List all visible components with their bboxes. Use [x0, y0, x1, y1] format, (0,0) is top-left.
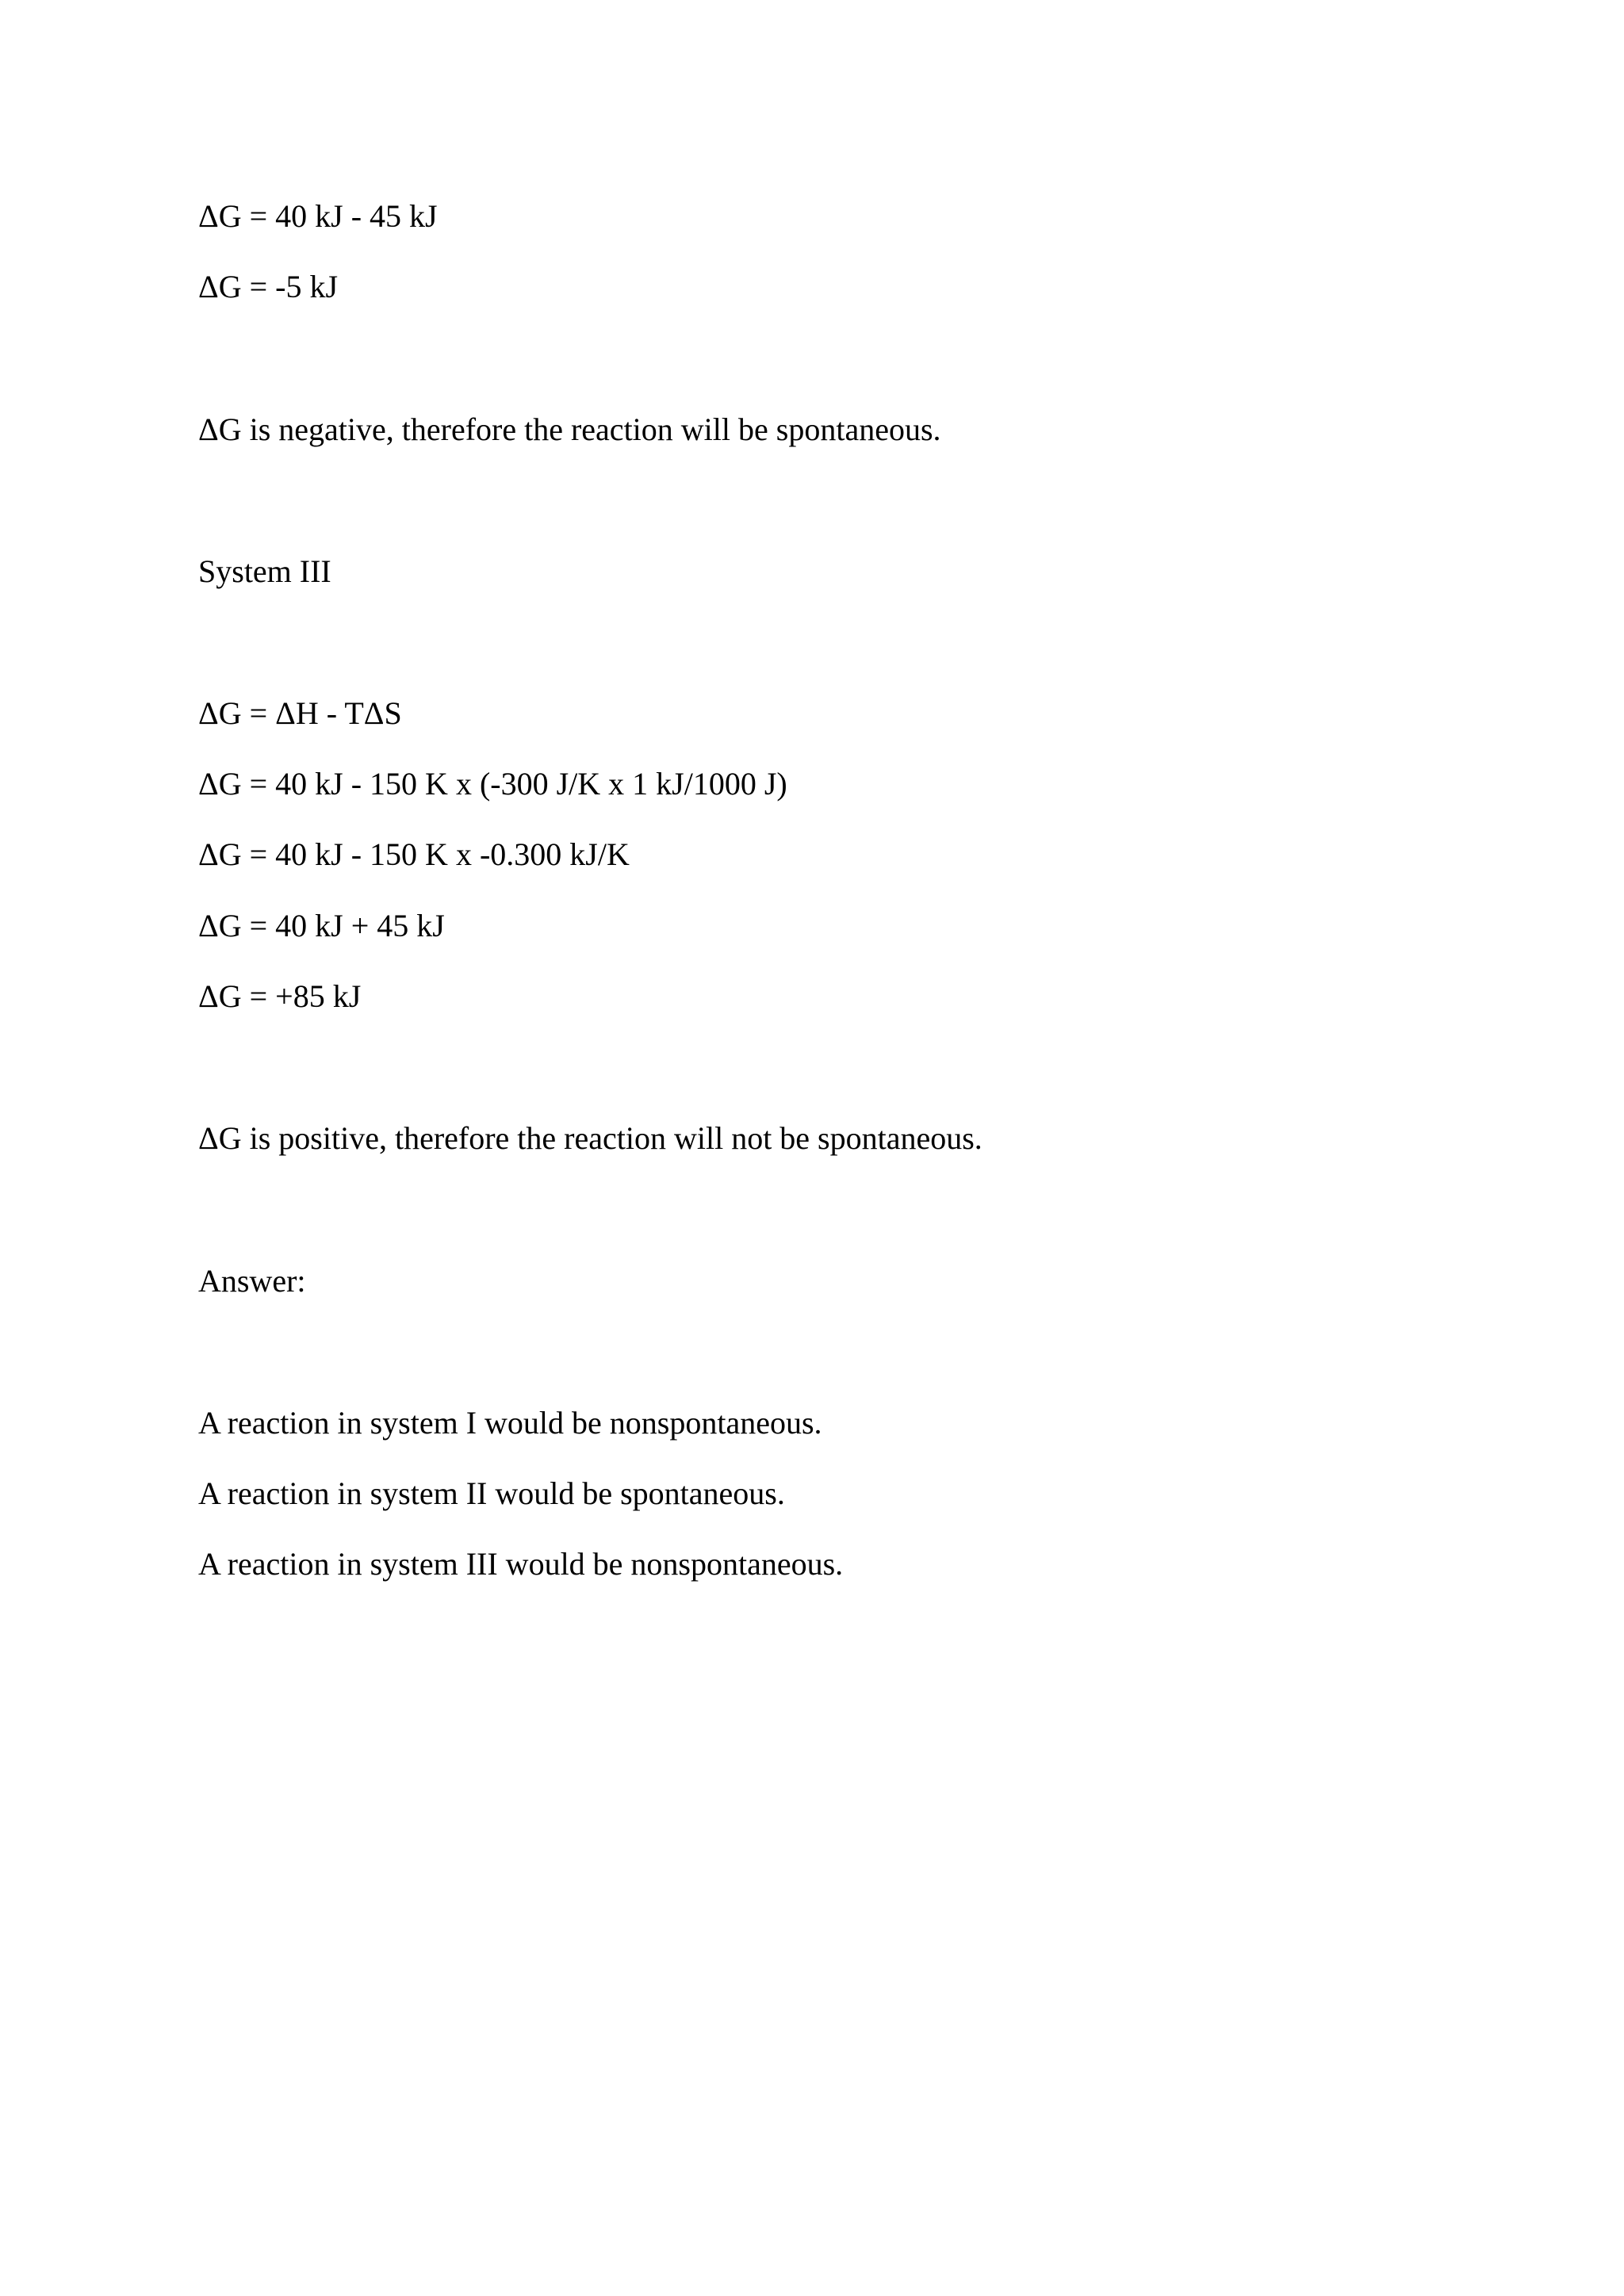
- section-heading: System III: [198, 553, 331, 589]
- calc-line: ΔG = 40 kJ + 45 kJ: [198, 908, 445, 943]
- conclusion-text: ΔG is positive, therefore the reaction will not be spontaneous.: [198, 1120, 982, 1156]
- answer-item: A reaction in system II would be spontaneous.: [198, 1475, 785, 1511]
- formula-line: ΔG = ΔH - TΔS: [198, 695, 402, 731]
- calc-line: ΔG = -5 kJ: [198, 269, 339, 304]
- calc-line: ΔG = 40 kJ - 150 K x (-300 J/K x 1 kJ/1000 J): [198, 766, 787, 802]
- answer-item: A reaction in system III would be nonspontaneous.: [198, 1546, 844, 1582]
- calc-line: ΔG = 40 kJ - 150 K x -0.300 kJ/K: [198, 836, 630, 872]
- conclusion-text: ΔG is negative, therefore the reaction will be spontaneous.: [198, 411, 941, 447]
- result-line: ΔG = +85 kJ: [198, 978, 362, 1014]
- answer-item: A reaction in system I would be nonspontaneous.: [198, 1405, 822, 1441]
- answer-heading: Answer:: [198, 1263, 306, 1299]
- calc-line: ΔG = 40 kJ - 45 kJ: [198, 198, 438, 234]
